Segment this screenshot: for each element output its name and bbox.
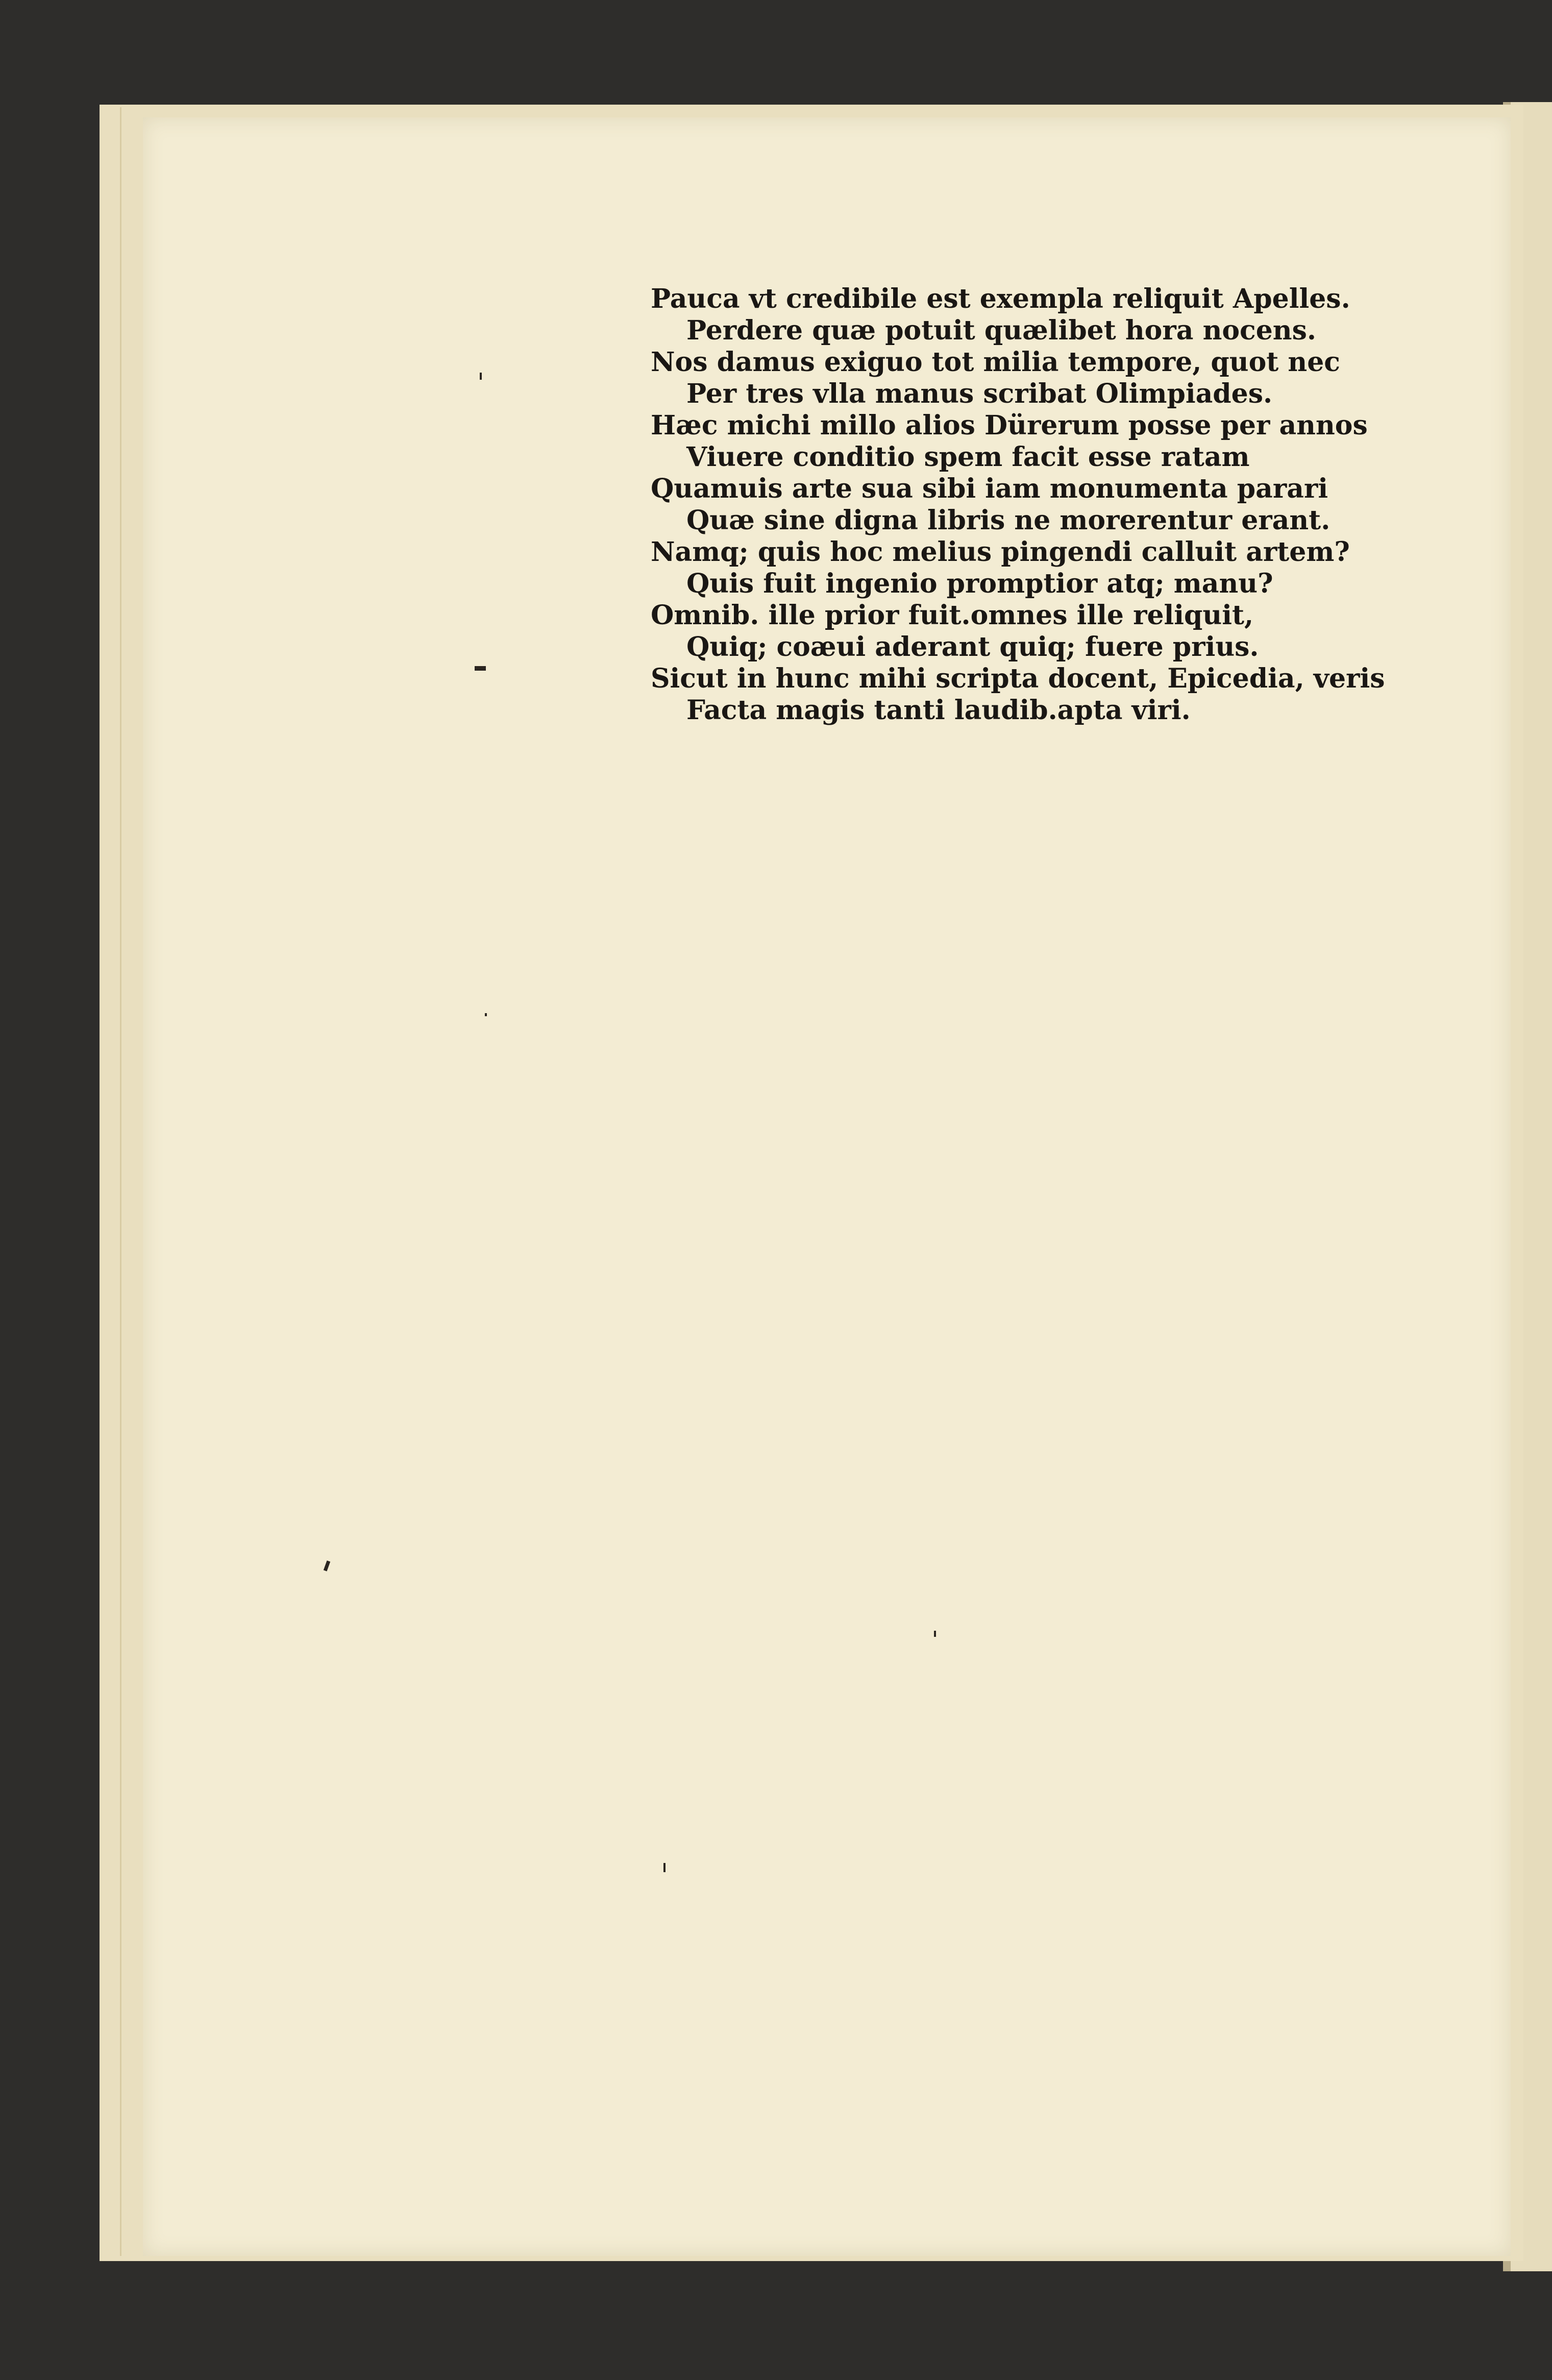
poem-line: Omnib. ille prior fuit.omnes ille reliquit, (651, 600, 1254, 631)
page-fold-line (120, 107, 121, 2256)
poem-line: Namq; quis hoc melius pingendi calluit artem? (651, 536, 1350, 568)
ink-speck (475, 666, 486, 671)
ink-speck (663, 1863, 666, 1872)
poem-line: Pauca vt credibile est exempla reliquit Apelles. (651, 283, 1350, 314)
poem-line: Quamuis arte sua sibi iam monumenta parari (651, 473, 1328, 504)
poem-line: Nos damus exiguo tot milia tempore, quot nec (651, 347, 1340, 378)
poem-line: Hæc michi millo alios Dürerum posse per annos (651, 410, 1368, 441)
poem-line: Per tres vlla manus scribat Olimpiades. (686, 378, 1273, 409)
poem-line: Quis fuit ingenio promptior atq; manu? (686, 568, 1273, 599)
ink-speck (485, 1013, 487, 1016)
poem-line: Facta magis tanti laudib.apta viri. (686, 695, 1191, 726)
show-through-text (582, 704, 1184, 1638)
poem-line: Quæ sine digna libris ne morerentur erant. (686, 505, 1331, 536)
poem-text-block (651, 283, 1385, 743)
poem-line: Viuere conditio spem facit esse ratam (686, 441, 1250, 473)
poem-line: Perdere quæ potuit quælibet hora nocens. (686, 315, 1316, 346)
ink-speck (480, 373, 482, 380)
poem-line: Quiq; coæui aderant quiq; fuere prius. (686, 631, 1259, 663)
poem-line: Sicut in hunc mihi scripta docent, Epicedia, veris (651, 663, 1385, 694)
ink-speck (934, 1631, 936, 1637)
